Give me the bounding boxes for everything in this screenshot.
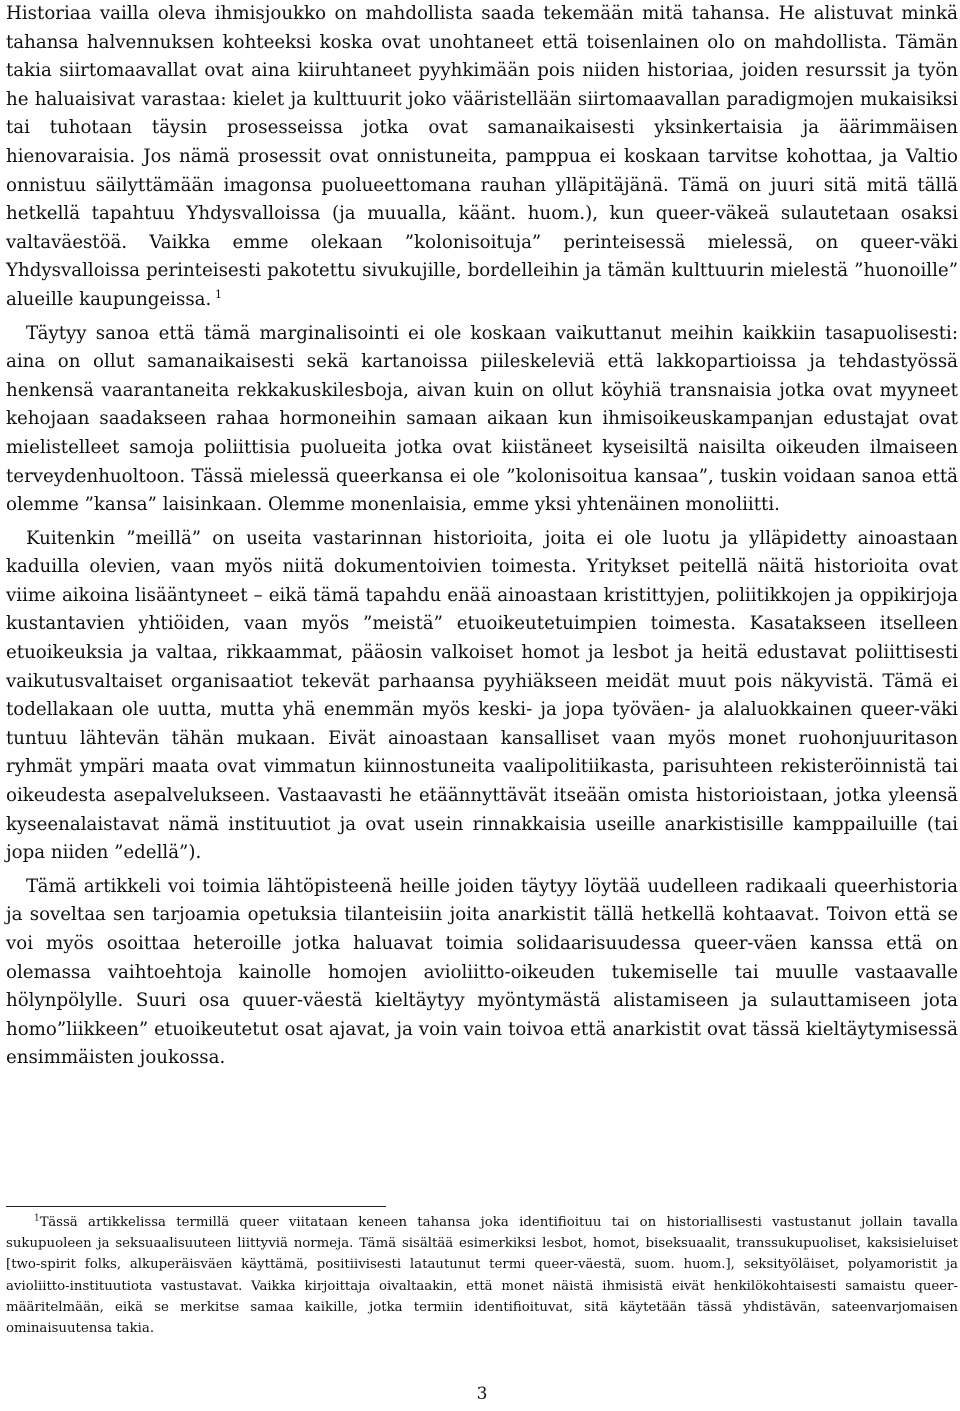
document-page [6, 0, 958, 1411]
paragraph-3: Kuitenkin ”meillä” on useita vastarinnan historioita, joita ei ole luotu ja ylläpidetty ainoastaan kaduilla olevien, vaan myös niitä dokumentoivien toimesta. Yritykset peitellä näitä historioita ovat viime aikoina lisääntyneet – eikä tämä tapahdu enää ainoastaan kristittyjen, poliitikkojen ja oppikirjoja kustantavien yhtiöiden, vaan myös ”meistä” etuoikeutetuimpien toimesta. Kasatakseen itselleen etuoikeuksia ja valtaa, rikkaammat, pääosin valkoiset homot ja lesbot ja heitä edustavat poliittisesti vaikutusvaltaiset organisaatiot tekevät parhaansa pyyhiäkseen meidät muut pois näkyvistä. Tämä ei todellakaan ole uutta, mutta yhä enemmän myös keski- ja jopa työväen- ja alaluokkainen queer-väki tuntuu lähtevän tähän mukaan. Eivät ainoastaan kansalliset vaan myös monet ruohonjuuritason ryhmät ympäri maata ovat vimmatun kiinnostuneita vaalipolitiikasta, parisuhteen rekisteröinnistä tai oikeudesta asepalvelukseen. Vastaavasti he etäännyttävät itseään omista historioistaan, jotka yleensä kyseenalaistavat nämä instituutiot ja ovat usein rinnakkaisia useille anarkistisille kamppailuille (tai jopa niiden ”edellä”). [6, 527, 958, 864]
footnote-divider [6, 1206, 386, 1207]
footnote [6, 1212, 958, 1339]
footnote-paragraph [6, 1212, 958, 1339]
body-text [6, 0, 958, 1073]
footnote-text: Tässä artikkelissa termillä queer viitataan keneen tahansa joka identifioituu tai on historiallisesti vastustanut jollain tavalla sukupuoleen ja seksuaalisuuteen liittyviä normeja. Tämä sisältää esimerkiksi lesbot, homot, biseksuaalit, transsukupuoliset, kaksisieluiset [two-spirit folks, alkuperäisväen käyttämä, positiivisesti latautunut termi queer-väestä, suom. huom.], seksityöläiset, polyamoristit ja avioliitto-instituutiota vastustavat. Vaikka kirjoittaja oivaltaakin, että monet näistä ihmisistä eivät henkilökohtaisesti samaistu queer-määritelmään, eikä se merkitse samaa kaikille, jotka termiin identifioituvat, sitä käytetään tässä yhdistävän, sateenvarjomaisen ominaisuutensa takia. [6, 1215, 958, 1337]
footnote-reference: 1 [214, 287, 222, 301]
paragraph-1 [6, 0, 958, 315]
footnote-marker: 1 [34, 1213, 40, 1224]
paragraph-2: Täytyy sanoa että tämä marginalisointi ei ole koskaan vaikuttanut meihin kaikkiin tasapuolisesti: aina on ollut samanaikaisesti sekä kartanoissa piileskeleviä että lakkopartioissa ja tehdastyössä henkensä vaarantaneita rekkakuskilesboja, aivan kuin on ollut köyhiä transnaisia jotka ovat myyneet kehojaan saadakseen rahaa hormoneihin samaan aikaan kun ihmisoikeuskampanjan edustajat ovat mielistelleet samoja poliittisia puolueita jotka ovat kiistäneet kyseisiltä naisilta oikeuden ilmaiseen terveydenhuoltoon. Tässä mielessä queerkansa ei ole ”kolonisoitua kansaa”, tuskin voidaan sanoa että olemme ”kansa” laisinkaan. Olemme monenlaisia, emme yksi yhtenäinen monoliitti. [6, 322, 958, 516]
paragraph-1-text: Historiaa vailla oleva ihmisjoukko on mahdollista saada tekemään mitä tahansa. He alistuvat minkä tahansa halvennuksen kohteeksi koska ovat unohtaneet että toisenlainen olo on mahdollista. Tämän takia siirtomaavallat ovat aina kiiruhtaneet pyyhkimään pois niiden historiaa, joiden resurssit ja työn he haluaisivat varastaa: kielet ja kulttuurit joko vääristellään siirtomaavallan paradigmojen mukaisiksi tai tuhotaan täysin prosesseissa jotka ovat samanaikaisesti yksinkertaisia ja äärimmäisen hienovaraisia. Jos nämä prosessit ovat onnistuneita, pamppua ei koskaan tarvitse kohottaa, ja Valtio onnistuu säilyttämään imagonsa puolueettomana rauhan ylläpitäjänä. Tämä on juuri sitä mitä tällä hetkellä tapahtuu Yhdysvalloissa (ja muualla, käänt. huom.), kun queer-väkeä sulautetaan osaksi valtaväestöä. Vaikka emme olekaan ”kolonisoituja” perinteisessä mielessä, on queer-väki Yhdysvalloissa perinteisesti pakotettu sivukujille, bordelleihin ja tämän kulttuurin mielestä ”huonoille” alueille kaupungeissa. [6, 3, 958, 310]
page-number: 3 [476, 1384, 488, 1404]
paragraph-4: Tämä artikkeli voi toimia lähtöpisteenä heille joiden täytyy löytää uudelleen radikaali queerhistoria ja soveltaa sen tarjoamia opetuksia tilanteisiin joita anarkistit tällä hetkellä kohtaavat. Toivon että se voi myös osoittaa heteroille jotka haluavat toimia solidaarisuudessa queer-väen kanssa että on olemassa vaihtoehtoja kainolle homojen avioliitto-oikeuden tukemiselle tai muulle vastaavalle hölynpölylle. Suuri osa quuer-väestä kieltäytyy myöntymästä alistamiseen ja sulauttamiseen jota homo”liikkeen” etuoikeutetut osat ajavat, ja voin vain toivoa että anarkistit ovat tässä kieltäytymisessä ensimmäisten joukossa. [6, 875, 958, 1069]
